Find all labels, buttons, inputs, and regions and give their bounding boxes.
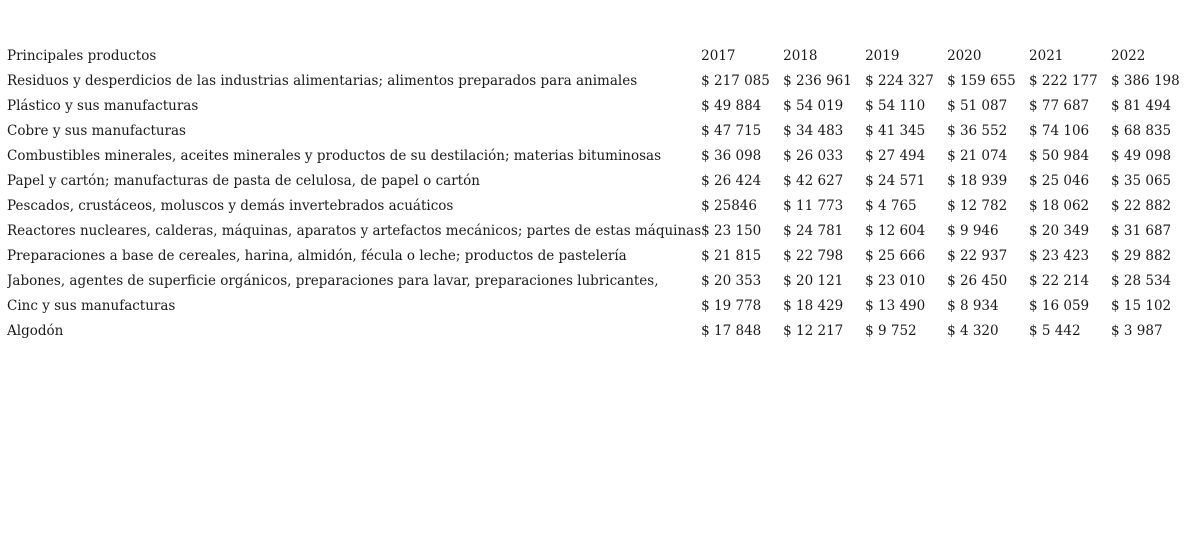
product-name: Combustibles minerales, aceites minerales y productos de su destilación; materias bituminosas [7, 148, 662, 164]
value-cell: $ 28 534 [1111, 273, 1172, 289]
table-row [7, 169, 1193, 194]
value-cell: $ 9 946 [947, 223, 999, 239]
value-cell: $ 54 110 [865, 98, 926, 114]
value-cell: $ 22 214 [1029, 273, 1090, 289]
table-body [7, 69, 1193, 344]
products-table-container [7, 44, 1193, 344]
header-row [7, 44, 1193, 69]
value-cell: $ 27 494 [865, 148, 926, 164]
value-cell: $ 159 655 [947, 73, 1016, 89]
header-year-2021: 2021 [1029, 48, 1064, 64]
header-year-2020: 2020 [947, 48, 982, 64]
value-cell: $ 5 442 [1029, 323, 1081, 339]
table-row [7, 119, 1193, 144]
value-cell: $ 68 835 [1111, 123, 1172, 139]
value-cell: $ 23 010 [865, 273, 926, 289]
value-cell: $ 42 627 [783, 173, 844, 189]
value-cell: $ 19 778 [701, 298, 762, 314]
value-cell: $ 49 884 [701, 98, 762, 114]
table-row [7, 269, 1193, 294]
value-cell: $ 18 062 [1029, 198, 1090, 214]
value-cell: $ 22 882 [1111, 198, 1172, 214]
value-cell: $ 236 961 [783, 73, 852, 89]
value-cell: $ 16 059 [1029, 298, 1090, 314]
value-cell: $ 24 571 [865, 173, 926, 189]
header-year-2022: 2022 [1111, 48, 1146, 64]
value-cell: $ 74 106 [1029, 123, 1090, 139]
value-cell: $ 386 198 [1111, 73, 1180, 89]
value-cell: $ 81 494 [1111, 98, 1172, 114]
product-name: Pescados, crustáceos, moluscos y demás invertebrados acuáticos [7, 198, 454, 214]
table-row [7, 144, 1193, 169]
value-cell: $ 21 074 [947, 148, 1008, 164]
table-row [7, 244, 1193, 269]
product-name: Plástico y sus manufacturas [7, 98, 199, 114]
value-cell: $ 26 033 [783, 148, 844, 164]
value-cell: $ 50 984 [1029, 148, 1090, 164]
value-cell: $ 22 798 [783, 248, 844, 264]
value-cell: $ 49 098 [1111, 148, 1172, 164]
value-cell: $ 51 087 [947, 98, 1008, 114]
value-cell: $ 23 423 [1029, 248, 1090, 264]
value-cell: $ 25846 [701, 198, 757, 214]
value-cell: $ 4 320 [947, 323, 999, 339]
value-cell: $ 25 666 [865, 248, 926, 264]
value-cell: $ 217 085 [701, 73, 770, 89]
value-cell: $ 34 483 [783, 123, 844, 139]
product-name: Preparaciones a base de cereales, harina, almidón, fécula o leche; productos de pastelería [7, 248, 627, 264]
value-cell: $ 8 934 [947, 298, 999, 314]
header-year-2019: 2019 [865, 48, 900, 64]
value-cell: $ 31 687 [1111, 223, 1172, 239]
value-cell: $ 12 604 [865, 223, 926, 239]
product-name: Papel y cartón; manufacturas de pasta de celulosa, de papel o cartón [7, 173, 480, 189]
table-row [7, 319, 1193, 344]
value-cell: $ 13 490 [865, 298, 926, 314]
table-row [7, 94, 1193, 119]
value-cell: $ 4 765 [865, 198, 917, 214]
value-cell: $ 20 349 [1029, 223, 1090, 239]
value-cell: $ 24 781 [783, 223, 844, 239]
value-cell: $ 20 121 [783, 273, 844, 289]
value-cell: $ 29 882 [1111, 248, 1172, 264]
product-name: Cinc y sus manufacturas [7, 298, 176, 314]
value-cell: $ 26 450 [947, 273, 1008, 289]
value-cell: $ 3 987 [1111, 323, 1163, 339]
value-cell: $ 17 848 [701, 323, 762, 339]
product-name: Residuos y desperdicios de las industrias alimentarias; alimentos preparados para animales [7, 73, 638, 89]
value-cell: $ 26 424 [701, 173, 762, 189]
value-cell: $ 222 177 [1029, 73, 1098, 89]
value-cell: $ 41 345 [865, 123, 926, 139]
value-cell: $ 77 687 [1029, 98, 1090, 114]
product-name: Reactores nucleares, calderas, máquinas, aparatos y artefactos mecánicos; partes de estas máquinas [7, 223, 702, 239]
value-cell: $ 23 150 [701, 223, 762, 239]
header-product-label: Principales productos [7, 48, 157, 64]
value-cell: $ 12 217 [783, 323, 844, 339]
value-cell: $ 36 552 [947, 123, 1008, 139]
product-name: Algodón [7, 323, 64, 339]
table-row [7, 69, 1193, 94]
value-cell: $ 11 773 [783, 198, 844, 214]
table-row [7, 294, 1193, 319]
value-cell: $ 22 937 [947, 248, 1008, 264]
value-cell: $ 18 939 [947, 173, 1008, 189]
value-cell: $ 224 327 [865, 73, 934, 89]
value-cell: $ 9 752 [865, 323, 917, 339]
products-table [7, 44, 1193, 344]
header-year-2018: 2018 [783, 48, 818, 64]
value-cell: $ 20 353 [701, 273, 762, 289]
table-row [7, 219, 1193, 244]
value-cell: $ 21 815 [701, 248, 762, 264]
header-year-2017: 2017 [701, 48, 736, 64]
value-cell: $ 12 782 [947, 198, 1008, 214]
table-row [7, 194, 1193, 219]
value-cell: $ 18 429 [783, 298, 844, 314]
value-cell: $ 36 098 [701, 148, 762, 164]
value-cell: $ 25 046 [1029, 173, 1090, 189]
value-cell: $ 15 102 [1111, 298, 1172, 314]
product-name: Cobre y sus manufacturas [7, 123, 186, 139]
value-cell: $ 54 019 [783, 98, 844, 114]
value-cell: $ 35 065 [1111, 173, 1172, 189]
product-name: Jabones, agentes de superficie orgánicos, preparaciones para lavar, preparaciones lubricantes, [7, 273, 659, 289]
value-cell: $ 47 715 [701, 123, 762, 139]
